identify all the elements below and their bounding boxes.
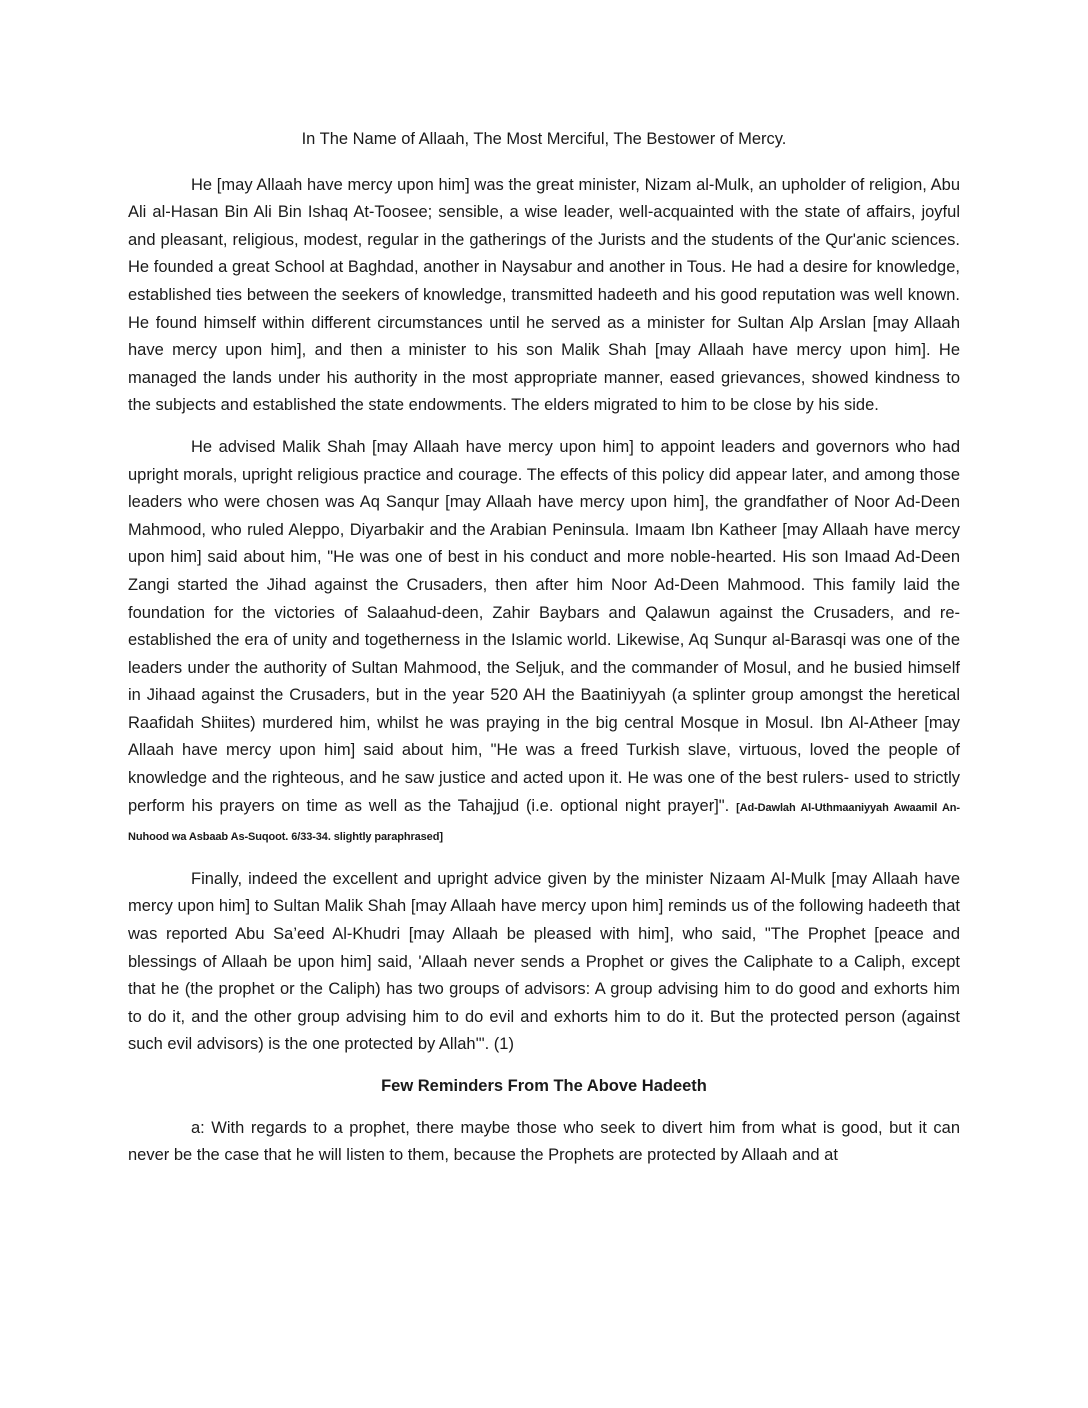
page-title: In The Name of Allaah, The Most Merciful, The Bestower of Mercy. [301, 130, 787, 148]
citation: [Ad-Dawlah Al-Uthmaaniyyah Awaamil An-Nuhood wa Asbaab As-Suqoot. 6/33-34. slightly paraphrased] [128, 801, 960, 844]
paragraph-nizam-al-mulk: He [may Allaah have mercy upon him] was the great minister, Nizam al-Mulk, an upholder of religion, Abu Ali al-Hasan Bin Ali Bin Ishaq At-Toosee; sensible, a wise leader, well-acquainted with the state of affairs, joyful and pleasant, religious, modest, regular in the gatherings of the Jurists and the students of the Qur'anic sciences. He founded a great School at Baghdad, another in Naysabur and another in Tous. He had a desire for knowledge, established ties between the seekers of knowledge, transmitted hadeeth and his good reputation was well known. He found himself within different circumstances until he served as a minister for Sultan Alp Arslan [may Allaah have mercy upon him], and then a minister to his son Malik Shah [may Allaah have mercy upon him]. He managed the lands under his authority in the most appropriate manner, eased grievances, showed kindness to the subjects and established the state endowments. The elders migrated to him to be close by his side. [128, 175, 960, 415]
paragraph-hadeeth: Finally, indeed the excellent and upright advice given by the minister Nizaam Al-Mulk [may Allaah have mercy upon him] to Sultan Malik Shah [may Allaah have mercy upon him] reminds us of the following hadeeth that was reported Abu Sa’eed Al-Khudri [may Allaah be pleased with him], who said, "The Prophet [peace and blessings of Allaah be upon him] said, 'Allaah never sends a Prophet or gives the Caliphate to a Caliph, except that he (the prophet or the Caliph) has two groups of advisors: A group advising him to do good and exhorts him to do it, and the other group advising him to do evil and exhorts him to do it. But the protected person (against such evil advisors) is the one protected by Allah'". (1) [128, 869, 960, 1054]
paragraph-body: He advised Malik Shah [may Allaah have mercy upon him] to appoint leaders and governors who had upright morals, upright religious practice and courage. The effects of this policy did appear later, and among those leaders who were chosen was Aq Sanqur [may Allaah have mercy upon him], the grandfather of Noor Ad-Deen Mahmood, who ruled Aleppo, Diyarbakir and the Arabian Peninsula. Imaam Ibn Katheer [may Allaah have mercy upon him] said about him, "He was one of best in his conduct and more noble-hearted. His son Imaad Ad-Deen Zangi started the Jihad against the Crusaders, then after him Noor Ad-Deen Mahmood. This family laid the foundation for the victories of Salaahud-deen, Zahir Baybars and Qalawun against the Crusaders, and re-established the era of unity and togetherness in the Islamic world. Likewise, Aq Sunqur al-Barasqi was one of the leaders under the authority of Sultan Mahmood, the Seljuk, and the commander of Mosul, and he busied himself in Jihaad against the Crusaders, but in the year 520 AH the Baatiniyyah (a splinter group amongst the heretical Raafidah Shiites) murdered him, whilst he was praying in the big central Mosque in Mosul. Ibn Al-Atheer [may Allaah have mercy upon him] said about him, "He was a freed Turkish slave, virtuous, loved the people of knowledge and the righteous, and he saw justice and acted upon it. He was one of the best rulers- used to strictly perform his prayers on time as well as the Tahajjud (i.e. optional night prayer]". [128, 437, 960, 815]
paragraph-reminder-a: a: With regards to a prophet, there maybe those who seek to divert him from what is good, but it can never be the case that he will listen to them, because the Prophets are protected by Allaah and at [128, 1118, 960, 1165]
document-page [128, 126, 960, 1184]
section-heading: Few Reminders From The Above Hadeeth [381, 1077, 707, 1095]
paragraph-malik-shah-advice [128, 434, 960, 852]
